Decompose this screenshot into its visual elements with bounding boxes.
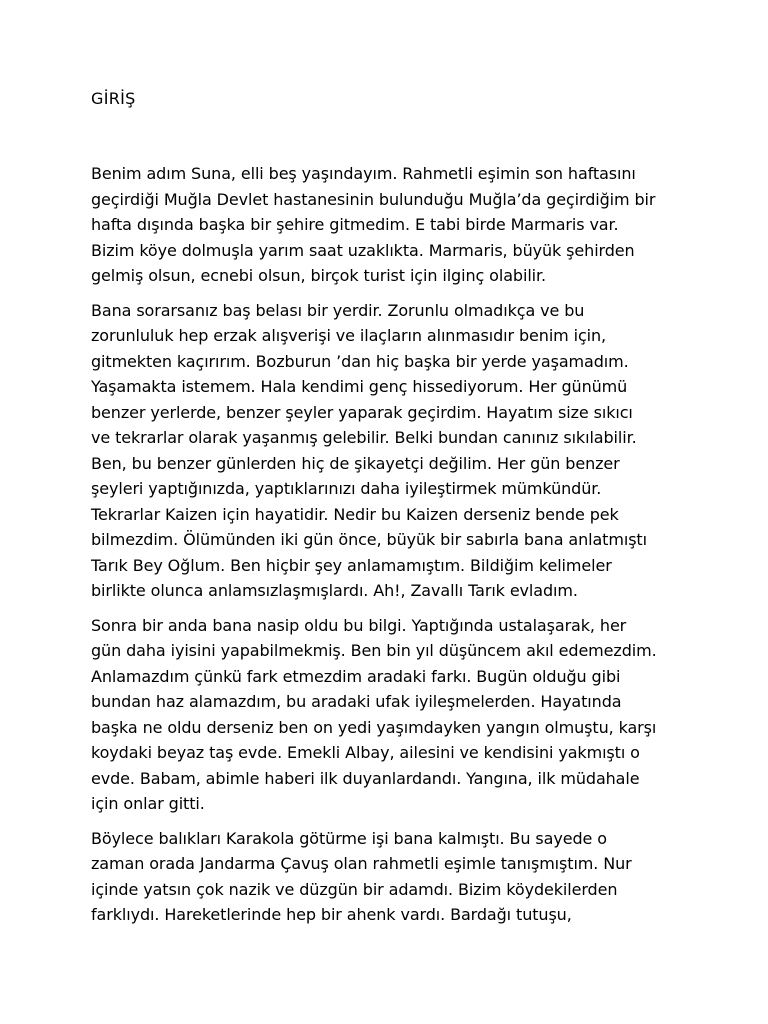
paragraph <box>91 826 741 928</box>
text-line: gitmekten kaçırırım. Bozburun ’dan hiç başka bir yerde yaşamadım. <box>91 351 629 371</box>
text-line: benzer yerlerde, benzer şeyler yaparak geçirdim. Hayatım size sıkıcı <box>91 402 633 422</box>
text-line: bilmezdim. Ölümünden iki gün önce, büyük bir sabırla bana anlatmıştı <box>91 530 647 549</box>
paragraph <box>91 298 741 604</box>
text-line: Bana sorarsanız baş belası bir yerdir. Zorunlu olmadıkça ve bu <box>91 300 585 320</box>
text-line: Böylece balıkları Karakola götürme işi bana kalmıştı. Bu sayede o <box>91 828 607 848</box>
text-line: ve tekrarlar olarak yaşanmış gelebilir. Belki bundan canınız sıkılabilir. <box>91 428 637 447</box>
text-line: şeyleri yaptığınızda, yaptıklarınızı daha iyileştirmek mümkündür. <box>91 479 602 498</box>
text-line: farklıydı. Hareketlerinde hep bir ahenk vardı. Bardağı tutuşu, <box>91 905 572 924</box>
paragraph <box>91 613 741 817</box>
text-line: Bizim köye dolmuşla yarım saat uzaklıkta. Marmaris, büyük şehirden <box>91 240 635 260</box>
text-line: gelmiş olsun, ecnebi olsun, birçok turist için ilginç olabilir. <box>91 266 547 285</box>
text-line: için onlar gitti. <box>91 794 205 813</box>
text-line: birlikte olunca anlamsızlaşmışlardı. Ah!, Zavallı Tarık evladım. <box>91 581 578 600</box>
text-line: geçirdiği Muğla Devlet hastanesinin bulunduğu Muğla’da geçirdiğim bir <box>91 189 656 209</box>
text-line: koydaki beyaz taş evde. Emekli Albay, ailesini ve kendisini yakmıştı o <box>91 743 640 762</box>
text-line: bundan haz alamazdım, bu aradaki ufak iyileşmelerden. Hayatında <box>91 692 622 711</box>
text-line: Anlamazdım çünkü fark etmezdim aradaki farkı. Bugün olduğu gibi <box>91 666 621 686</box>
document-heading: GİRİŞ <box>91 89 136 108</box>
text-line: Tekrarlar Kaizen için hayatidir. Nedir bu Kaizen derseniz bende pek <box>91 504 619 524</box>
text-line: zorunluluk hep erzak alışverişi ve ilaçların alınmasıdır benim için, <box>91 326 607 345</box>
document-body <box>91 161 741 928</box>
text-line: Yaşamakta istemem. Hala kendimi genç hissediyorum. Her günümü <box>91 377 628 396</box>
text-line: Tarık Bey Oğlum. Ben hiçbir şey anlamamıştım. Bildiğim kelimeler <box>91 555 612 575</box>
document-page <box>91 86 741 937</box>
text-line: hafta dışında başka bir şehire gitmedim. E tabi birde Marmaris var. <box>91 215 619 234</box>
text-line: zaman orada Jandarma Çavuş olan rahmetli eşimle tanışmıştım. Nur <box>91 854 632 873</box>
text-line: Sonra bir anda bana nasip oldu bu bilgi. Yaptığında ustalaşarak, her <box>91 615 627 635</box>
text-line: başka ne oldu derseniz ben on yedi yaşımdayken yangın olmuştu, karşı <box>91 717 657 737</box>
text-line: içinde yatsın çok nazik ve düzgün bir adamdı. Bizim köydekilerden <box>91 879 618 899</box>
text-line: Ben, bu benzer günlerden hiç de şikayetçi değilim. Her gün benzer <box>91 453 620 473</box>
text-line: gün daha iyisini yapabilmekmiş. Ben bin yıl düşüncem akıl edemezdim. <box>91 641 657 660</box>
paragraph <box>91 161 741 289</box>
text-line: evde. Babam, abimle haberi ilk duyanlardandı. Yangına, ilk müdahale <box>91 768 640 788</box>
text-line: Benim adım Suna, elli beş yaşındayım. Rahmetli eşimin son haftasını <box>91 164 636 183</box>
